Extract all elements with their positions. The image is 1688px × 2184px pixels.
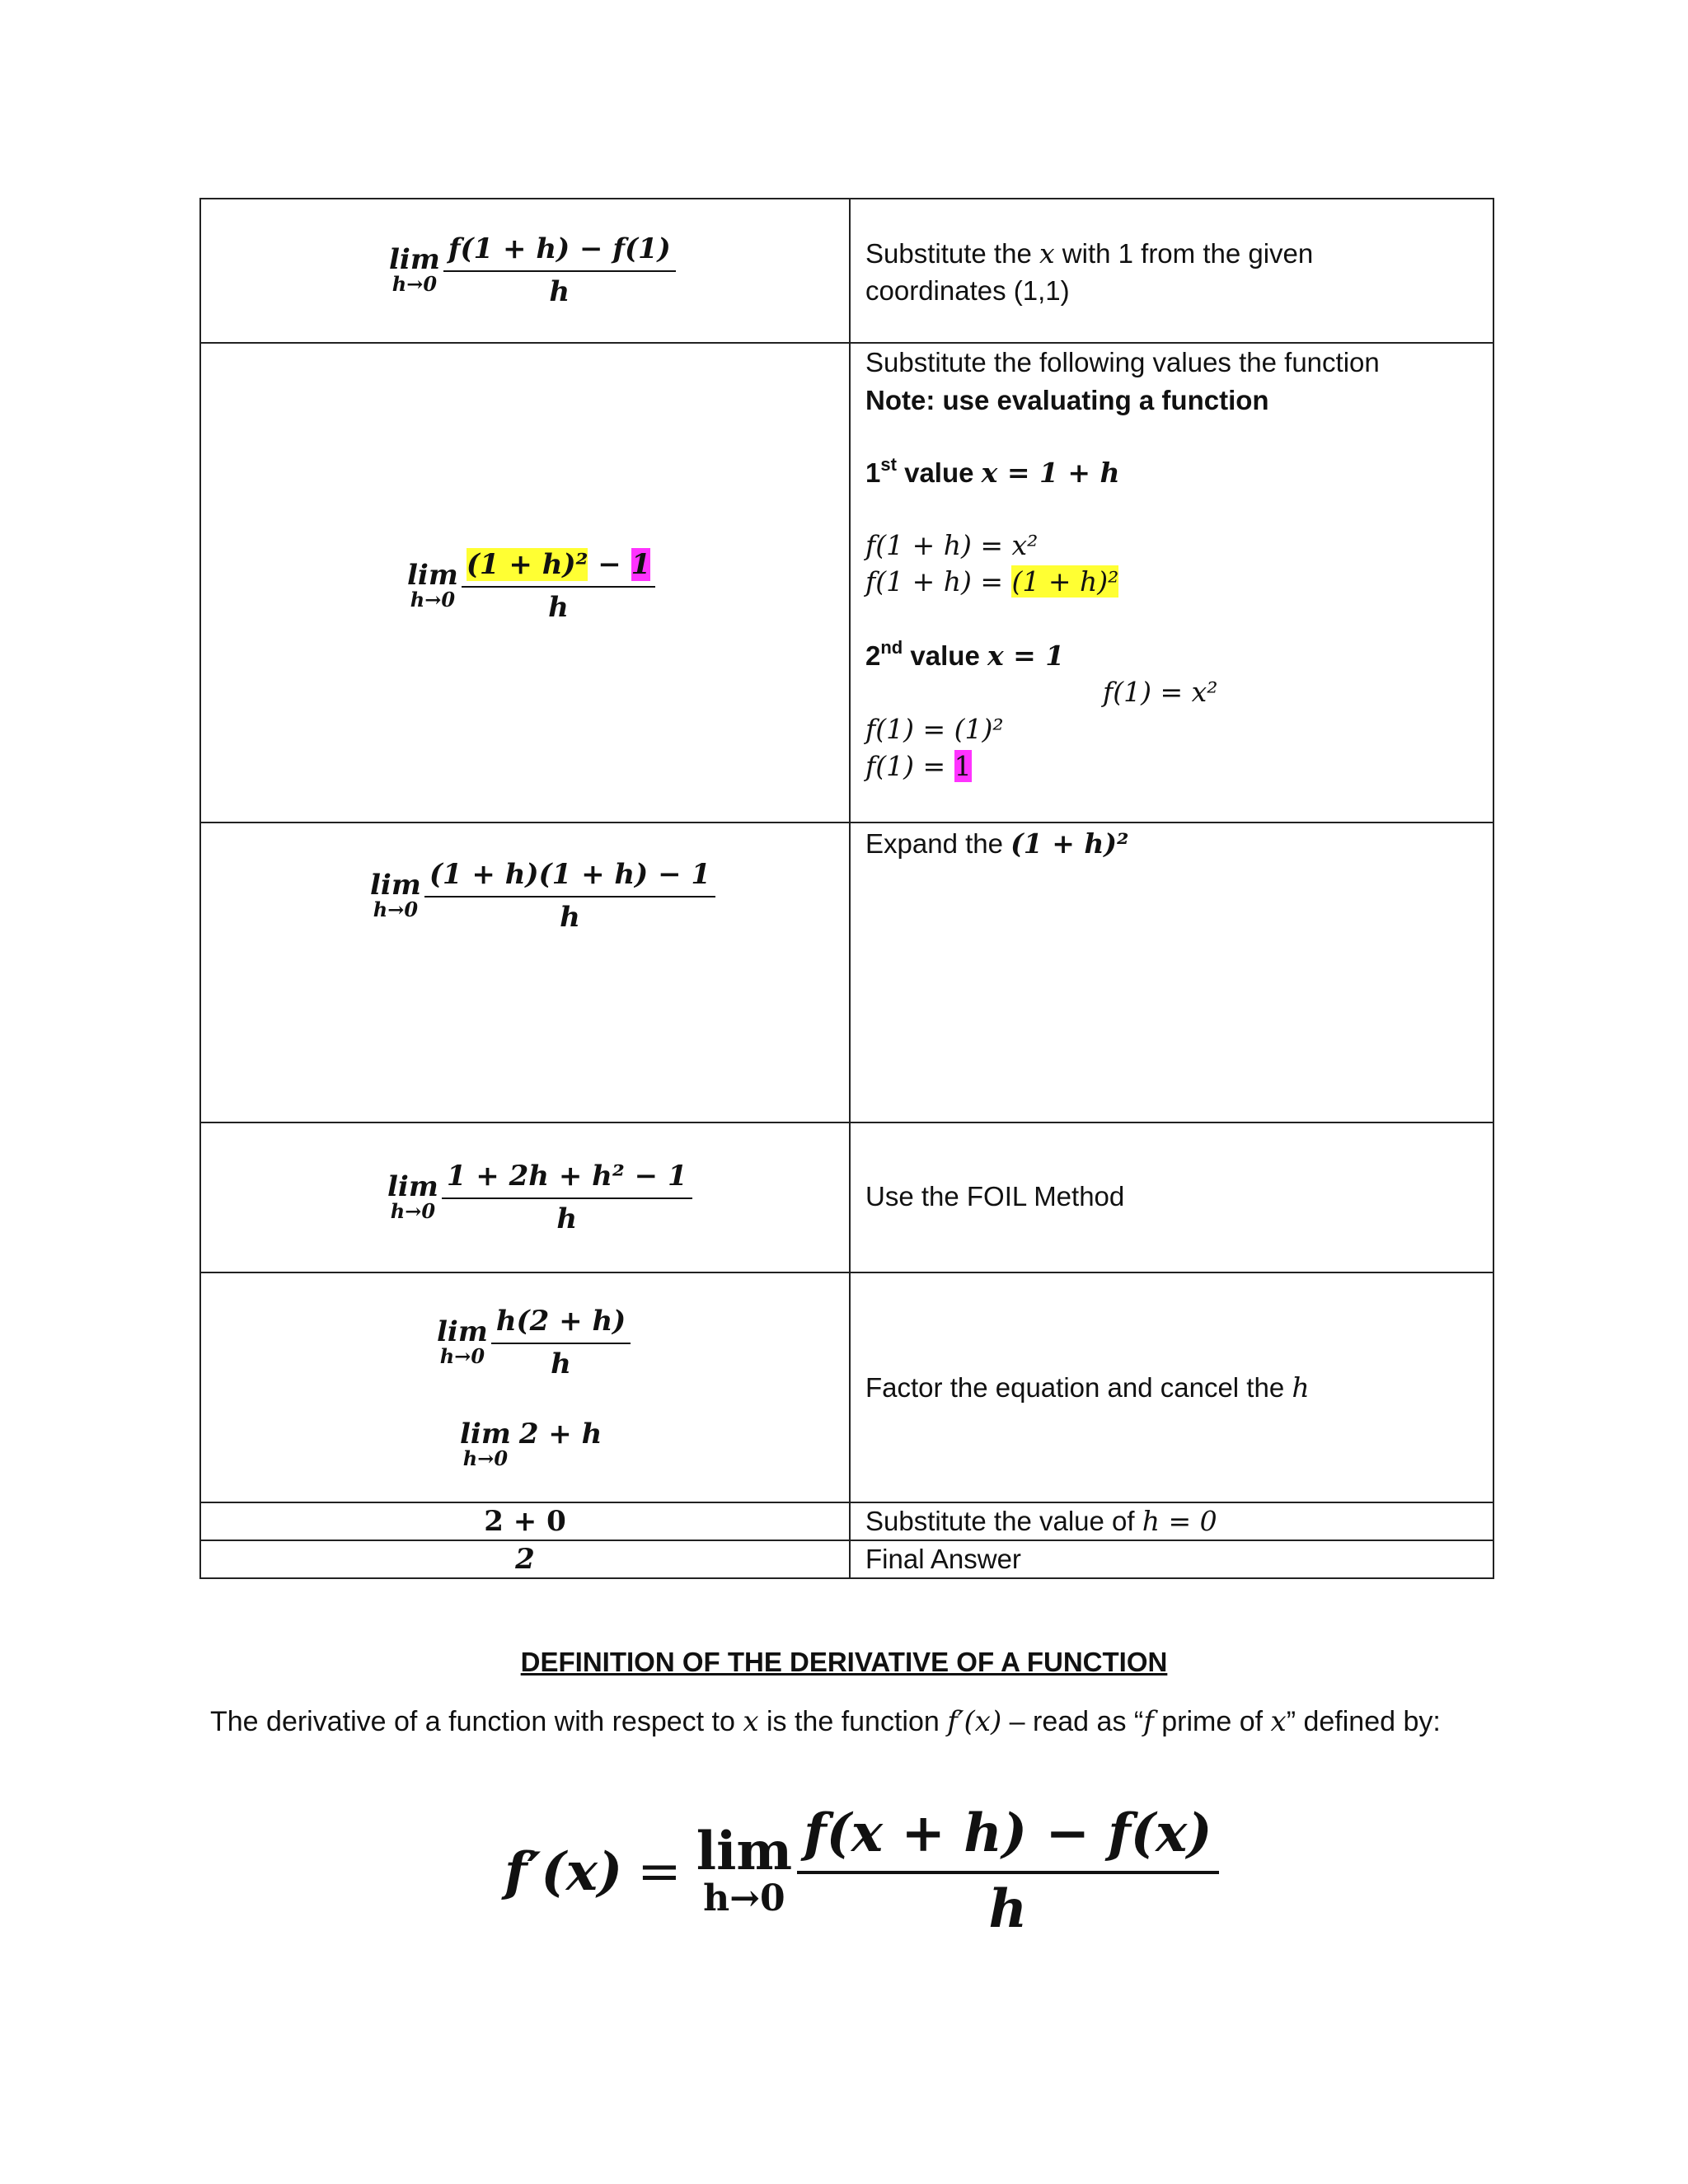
denominator: h <box>462 586 655 624</box>
fraction <box>443 232 676 308</box>
explanation-cell <box>850 1122 1493 1272</box>
limit-operator: lim h→0 <box>460 1418 511 1470</box>
explanation-line: Use the FOIL Method <box>865 1181 1125 1212</box>
steps-table <box>199 198 1494 1579</box>
explanation-cell <box>850 1540 1493 1578</box>
fraction <box>491 1305 631 1380</box>
fraction <box>462 548 655 624</box>
numerator: (1 + h)(1 + h) − 1 <box>429 858 711 891</box>
definition-text: The derivative of a function with respect to x is the function f′(x) – read as “f prime of x” defined by: <box>210 1705 1441 1738</box>
numerator: f(1 + h) − f(1) <box>448 232 671 265</box>
explanation-line: Factor the equation and cancel the h <box>865 1371 1310 1404</box>
numerator: f(x + h) − f(x) <box>804 1802 1212 1864</box>
explanation-line: Substitute the x with 1 from the given <box>865 237 1314 269</box>
table-row <box>200 1502 1493 1540</box>
denominator: h <box>442 1197 692 1235</box>
numerator: (1 + h)² − 1 <box>466 548 651 581</box>
fraction <box>797 1803 1218 1940</box>
final-answer-label: Final Answer <box>865 1544 1021 1574</box>
table-row <box>200 823 1493 1122</box>
first-value-line: 1st value x = 1 + h <box>865 454 1120 489</box>
denominator: h <box>797 1871 1218 1940</box>
explanation-line: Expand the (1 + h)² <box>865 827 1129 860</box>
limit-operator: lim h→0 <box>407 559 458 612</box>
limit-expression <box>437 1305 631 1380</box>
limit-operator: lim h→0 <box>389 243 440 296</box>
limit-operator: lim h→0 <box>387 1170 438 1223</box>
limit-expression <box>460 1420 602 1469</box>
denominator: h <box>491 1343 631 1380</box>
formula-lhs: f′(x) <box>504 1840 623 1903</box>
expression-cell <box>200 1540 850 1578</box>
expression-cell <box>200 343 850 823</box>
expression-cell <box>200 199 850 343</box>
second-value-line: 2nd value x = 1 <box>865 637 1065 672</box>
expression-cell <box>200 1272 850 1502</box>
table-row <box>200 1272 1493 1502</box>
formula-equals: = <box>637 1841 682 1902</box>
explanation-line: Substitute the following values the function <box>865 347 1380 377</box>
table-row <box>200 1540 1493 1578</box>
fraction <box>442 1160 692 1235</box>
table-row <box>200 1122 1493 1272</box>
expression-cell <box>200 1502 850 1540</box>
equation-line: f(1 + h) = (1 + h)² <box>865 565 1119 598</box>
explanation-cell <box>850 199 1493 343</box>
limit-operator: lim h→0 <box>437 1315 488 1368</box>
limit-operator: lim h→0 <box>370 869 421 921</box>
fraction <box>424 858 715 934</box>
equation-line: f(1 + h) = x² <box>865 529 1039 561</box>
explanation-cell <box>850 823 1493 1122</box>
expression: 2 + 0 <box>484 1505 566 1538</box>
explanation-cell <box>850 1272 1493 1502</box>
derivative-formula <box>504 1803 1219 1940</box>
section-heading: DEFINITION OF THE DERIVATIVE OF A FUNCTION <box>520 1647 1168 1677</box>
limit-expression <box>370 858 715 934</box>
limit-expression <box>387 1160 692 1235</box>
equation-line: f(1) = 1 <box>865 750 972 782</box>
numerator: h(2 + h) <box>495 1305 626 1338</box>
explanation-line: coordinates (1,1) <box>865 275 1070 306</box>
limit-operator: lim h→0 <box>696 1821 793 1919</box>
explanation-line: Substitute the value of h = 0 <box>865 1505 1217 1537</box>
equation-line: f(1) = (1)² <box>865 713 1004 745</box>
limit-expression <box>389 232 676 308</box>
denominator: h <box>424 896 715 934</box>
numerator: 1 + 2h + h² − 1 <box>446 1160 687 1193</box>
denominator: h <box>443 270 676 308</box>
limit-body: 2 + h <box>518 1418 603 1451</box>
final-expression: 2 <box>515 1543 535 1576</box>
limit-expression <box>407 548 655 624</box>
table-row <box>200 199 1493 343</box>
note-line: Note: use evaluating a function <box>865 385 1269 415</box>
explanation-cell <box>850 343 1493 823</box>
equation-line: f(1) = x² <box>1103 676 1218 708</box>
explanation-cell <box>850 1502 1493 1540</box>
table-row <box>200 343 1493 823</box>
expression-cell <box>200 823 850 1122</box>
expression-cell <box>200 1122 850 1272</box>
